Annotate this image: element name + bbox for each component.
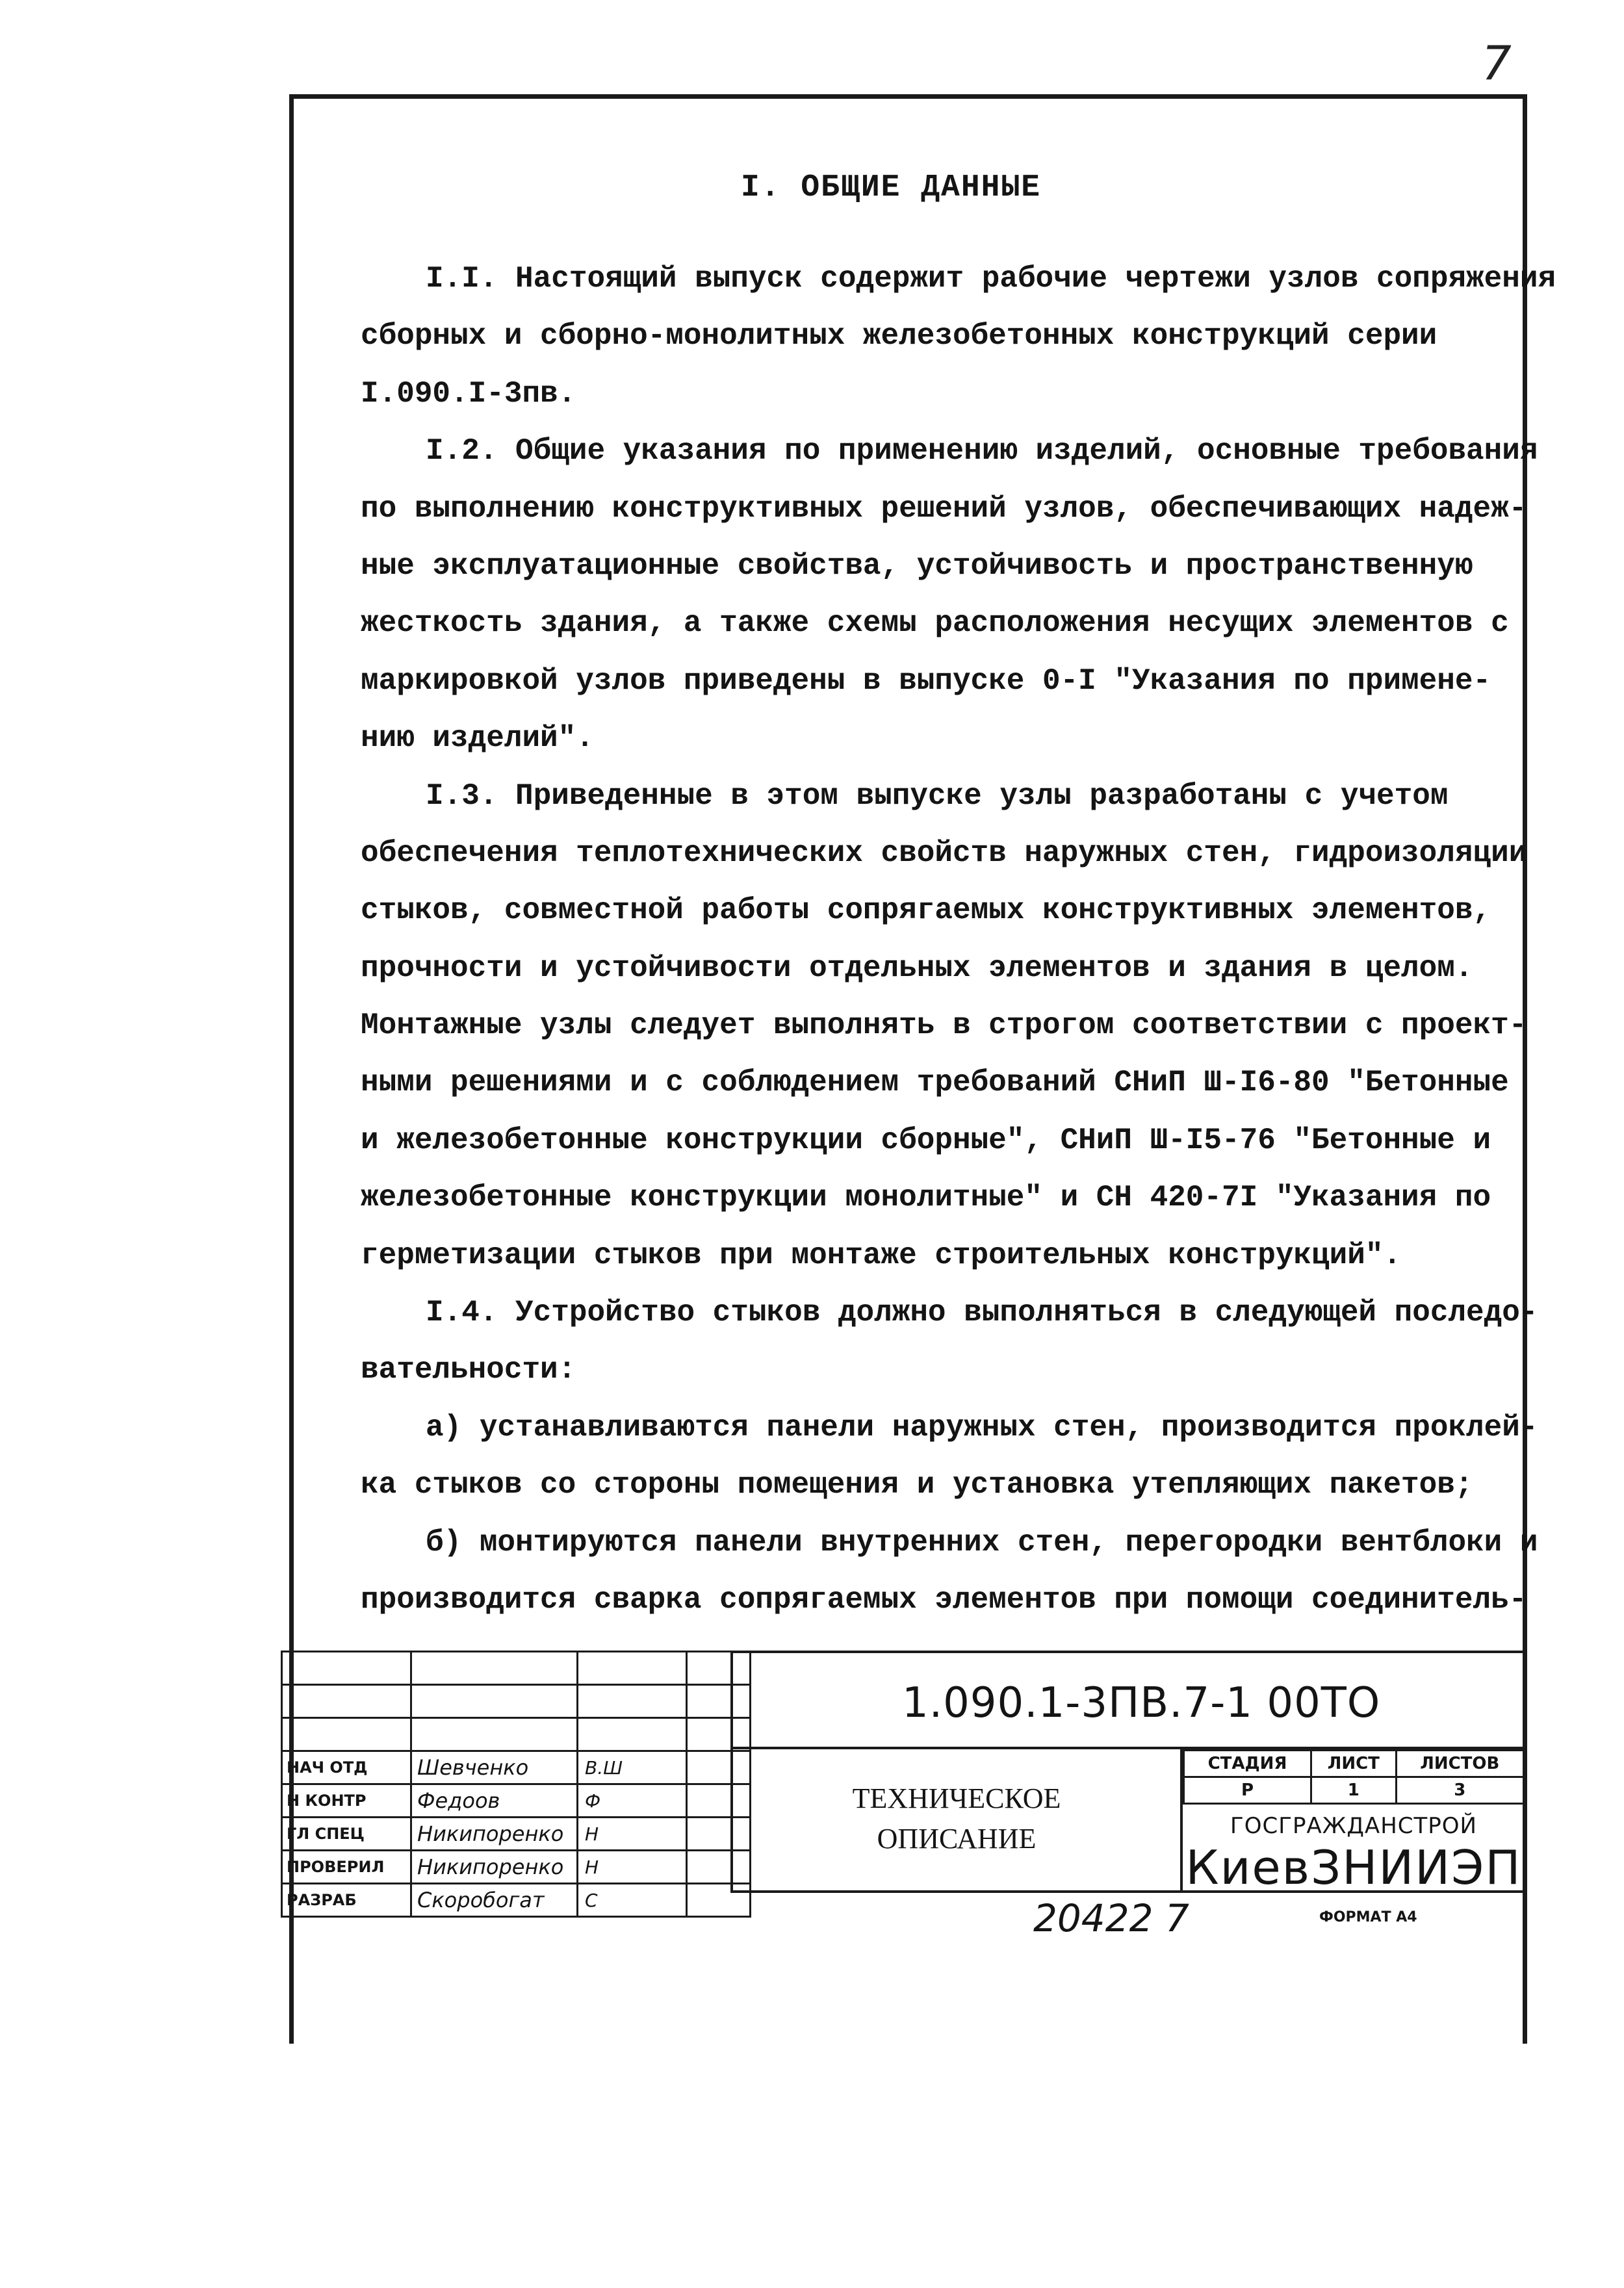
body-line: сборных и сборно-монолитных железобетонных конструкций серии — [361, 319, 1437, 353]
document-title-line-2: ОПИСАНИЕ — [877, 1823, 1037, 1855]
sheets-value: 3 — [1396, 1777, 1523, 1804]
body-line: ные эксплуатационные свойства, устойчивость и пространственную — [361, 548, 1473, 583]
body-line: вательности: — [361, 1353, 576, 1387]
document-title-box — [730, 1747, 1183, 1893]
body-line: нию изделий". — [361, 721, 594, 756]
organization-ministry: ГОСГРАЖДАНСТРОЙ — [1230, 1813, 1477, 1839]
sheets-label: ЛИСТОВ — [1396, 1751, 1523, 1777]
stage-and-organization-box — [1180, 1747, 1527, 1893]
organization-name: КиевЗНИИЭП — [1185, 1840, 1522, 1895]
body-line: герметизации стыков при монтаже строительных конструкций". — [361, 1238, 1402, 1272]
signature-name: Скоробогат — [411, 1884, 578, 1917]
body-line: маркировкой узлов приведены в выпуске 0-I "Указания по примене- — [361, 663, 1491, 698]
page-number: 7 — [1482, 36, 1512, 90]
body-line: Монтажные узлы следует выполнять в строгом соответствии с проект- — [361, 1009, 1527, 1043]
signature-name: Федоов — [411, 1784, 578, 1818]
stamp-revision-grid — [281, 1651, 751, 1918]
body-line: прочности и устойчивости отдельных элементов и здания в целом. — [361, 951, 1473, 985]
signature-role: ПРОВЕРИЛ — [282, 1851, 411, 1884]
body-line: I.2. Общие указания по применению изделий, основные требования — [426, 434, 1538, 469]
stage-table — [1183, 1749, 1525, 1805]
signature-role: НАЧ ОТД — [282, 1751, 411, 1784]
signature-role: РАЗРАБ — [282, 1884, 411, 1917]
body-line: жесткость здания, а также схемы расположения несущих элементов с — [361, 606, 1509, 641]
sheet-label: ЛИСТ — [1311, 1751, 1397, 1777]
stage-label: СТАДИЯ — [1184, 1751, 1311, 1777]
document-title-line-1: ТЕХНИЧЕСКОЕ — [852, 1782, 1061, 1814]
stage-value: Р — [1184, 1777, 1311, 1804]
body-line: железобетонные конструкции монолитные" и СН 420-7I "Указания по — [361, 1181, 1491, 1215]
body-line: I.3. Приведенные в этом выпуске узлы разработаны с учетом — [426, 778, 1449, 813]
signature-mark: Ф — [578, 1784, 687, 1818]
signature-name: Никипоренко — [411, 1851, 578, 1884]
body-line: стыков, совместной работы сопрягаемых конструктивных элементов, — [361, 893, 1491, 928]
signature-mark: С — [578, 1884, 687, 1917]
body-line: обеспечения теплотехнических свойств наружных стен, гидроизоляции — [361, 836, 1527, 870]
inventory-number: 20422 7 — [1033, 1896, 1189, 1940]
body-text — [361, 250, 1556, 1628]
body-line: производится сварка сопрягаемых элементов при помощи соединитель- — [361, 1582, 1527, 1617]
body-line: по выполнению конструктивных решений узлов, обеспечивающих надеж- — [361, 491, 1527, 526]
document-code: 1.090.1-3ПВ.7-1 00ТО — [902, 1679, 1381, 1727]
body-line: ка стыков со стороны помещения и установка утепляющих пакетов; — [361, 1468, 1473, 1502]
signature-mark: Н — [578, 1851, 687, 1884]
body-line: а) устанавливаются панели наружных стен, производится проклей- — [426, 1410, 1538, 1445]
signature-mark: В.Ш — [578, 1751, 687, 1784]
body-line: и железобетонные конструкции сборные", СНиП Ш-I5-76 "Бетонные и — [361, 1123, 1491, 1157]
body-line: ными решениями и с соблюдением требований СНиП Ш-I6-80 "Бетонные — [361, 1066, 1509, 1100]
title-block-stamp — [281, 1651, 1527, 1923]
signature-name: Шевченко — [411, 1751, 578, 1784]
signature-role: Н КОНТР — [282, 1784, 411, 1818]
signature-name: Никипоренко — [411, 1818, 578, 1851]
section-heading: I. ОБЩИЕ ДАННЫЕ — [741, 170, 1042, 205]
sheet-value: 1 — [1311, 1777, 1397, 1804]
body-line: б) монтируются панели внутренних стен, перегородки вентблоки и — [426, 1525, 1538, 1560]
signature-mark: Н — [578, 1818, 687, 1851]
body-line: I.4. Устройство стыков должно выполняться в следующей последо- — [426, 1296, 1538, 1330]
signature-role: ГЛ СПЕЦ — [282, 1818, 411, 1851]
body-line: I.090.I-3пв. — [361, 376, 576, 411]
document-code-box — [730, 1651, 1527, 1749]
body-line: I.I. Настоящий выпуск содержит рабочие чертежи узлов сопряжения — [426, 262, 1556, 296]
format-label: ФОРМАТ А4 — [1319, 1909, 1417, 1925]
